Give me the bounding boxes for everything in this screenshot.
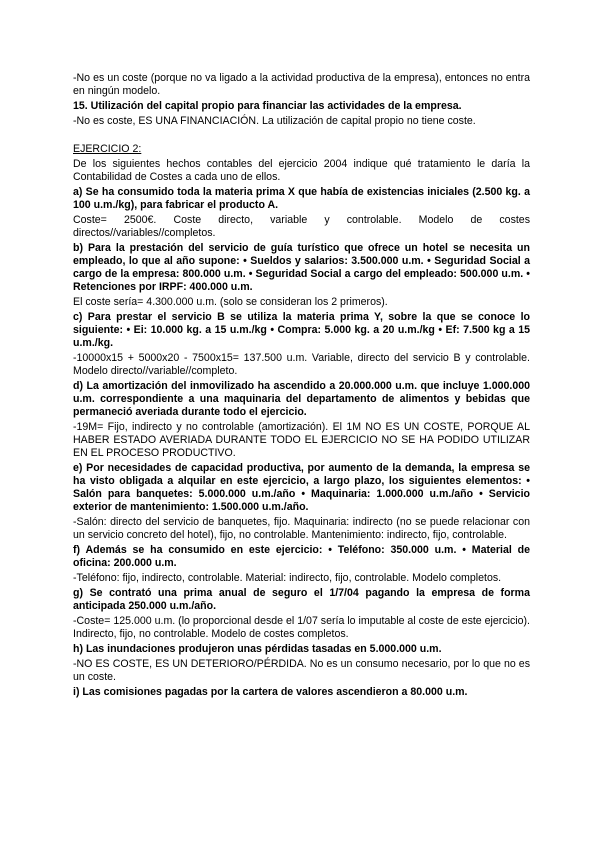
answer-c: -10000x15 + 5000x20 - 7500x15= 137.500 u.m. Variable, directo del servicio B y controlable. Modelo directo//variable//completo.	[73, 352, 530, 377]
answer-b: El coste sería= 4.300.000 u.m. (solo se consideran los 2 primeros).	[73, 296, 388, 308]
answer-e: -Salón: directo del servicio de banquetes, fijo. Maquinaria: indirecto (no se puede relacionar con un servicio concreto del hotel), fijo, no controlable. Mantenimiento: indirecto, fijo, controlable.	[73, 516, 530, 541]
document-body	[73, 72, 530, 701]
answer-a: Coste= 2500€. Coste directo, variable y controlable. Modelo de costes directos//variables//completos.	[73, 214, 530, 239]
question-d: d) La amortización del inmovilizado ha ascendido a 20.000.000 u.m. que incluye 1.000.000 u.m. correspondiente a una maquinaria del departamento de alimentos y bebidas que permaneció averiada durante todo el ejercicio.	[73, 380, 530, 418]
question-f: f) Además se ha consumido en este ejercicio: • Teléfono: 350.000 u.m. • Material de oficina: 200.000 u.m.	[73, 544, 530, 569]
question-b: b) Para la prestación del servicio de guía turístico que ofrece un hotel se necesita un empleado, lo que al año supone: • Sueldos y salarios: 3.500.000 u.m. • Seguridad Social a cargo de la empresa: 800.000 u.m. • Seguridad Social a cargo del empleado: 500.000 u.m. • Retenciones por IRPF: 400.000 u.m.	[73, 242, 530, 293]
answer-h: -NO ES COSTE, ES UN DETERIORO/PÉRDIDA. No es un consumo necesario, por lo que no es un coste.	[73, 658, 530, 683]
question-e: e) Por necesidades de capacidad productiva, por aumento de la demanda, la empresa se ha visto obligada a alquilar en este ejercicio, a largo plazo, los siguientes elementos: • Salón para banquetes: 5.000.000 u.m./año • Maquinaria: 1.000.000 u.m./año • Servicio exterior de mantenimiento: 1.500.000 u.m./año.	[73, 462, 530, 513]
answer-f: -Teléfono: fijo, indirecto, controlable. Material: indirecto, fijo, controlable. Modelo completos.	[73, 572, 502, 584]
question-c: c) Para prestar el servicio B se utiliza la materia prima Y, sobre la que se conoce lo siguiente: • Ei: 10.000 kg. a 15 u.m./kg • Compra: 5.000 kg. a 20 u.m./kg • Ef: 7.500 kg a 15 u.m./kg.	[73, 311, 530, 349]
intro-line: -No es un coste (porque no va ligado a la actividad productiva de la empresa), entonces no entra en ningún modelo.	[73, 72, 530, 97]
question-i: i) Las comisiones pagadas por la cartera de valores ascendieron a 80.000 u.m.	[73, 686, 468, 698]
answer-d: -19M= Fijo, indirecto y no controlable (amortización). El 1M NO ES UN COSTE, PORQUE AL HABER ESTADO AVERIADA DURANTE TODO EL EJERCICIO NO SE HA PODIDO UTILIZAR EN EL PROCESO PRODUCTIVO.	[73, 421, 530, 459]
answer-15: -No es coste, ES UNA FINANCIACIÓN. La utilización de capital propio no tiene coste.	[73, 115, 476, 127]
question-a: a) Se ha consumido toda la materia prima X que había de existencias iniciales (2.500 kg. a 100 u.m./kg), para fabricar el producto A.	[73, 186, 530, 211]
question-h: h) Las inundaciones produjeron unas pérdidas tasadas en 5.000.000 u.m.	[73, 643, 442, 655]
exercise-heading: EJERCICIO 2:	[73, 143, 142, 155]
answer-g: -Coste= 125.000 u.m. (lo proporcional desde el 1/07 sería lo imputable al coste de este ejercicio). Indirecto, fijo, no controlable. Modelo de costes completos.	[73, 615, 530, 640]
question-15: 15. Utilización del capital propio para financiar las actividades de la empresa.	[73, 100, 462, 112]
exercise-statement: De los siguientes hechos contables del ejercicio 2004 indique qué tratamiento le daría la Contabilidad de Costes a cada uno de ellos.	[73, 158, 530, 183]
question-g: g) Se contrató una prima anual de seguro el 1/7/04 pagando la empresa de forma anticipada 250.000 u.m./año.	[73, 587, 530, 612]
